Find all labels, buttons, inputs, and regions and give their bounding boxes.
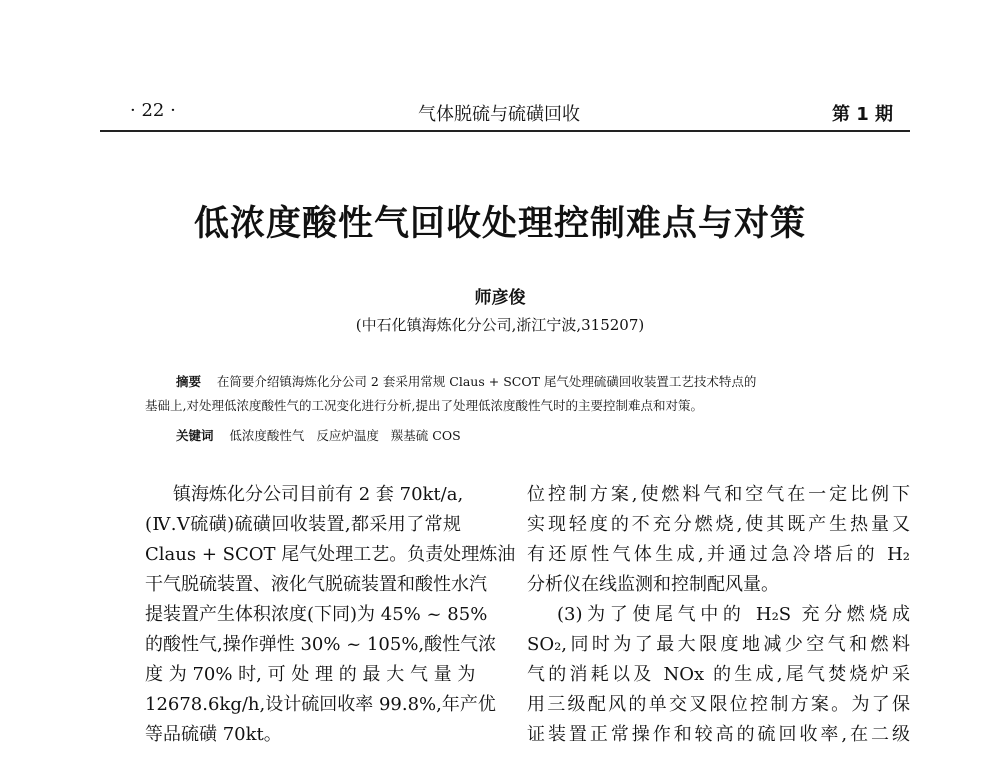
body-line: 气的消耗以及 NOx 的生成,尾气焚烧炉采 (527, 664, 910, 685)
body-line: 12678.6kg/h,设计硫回收率 99.8%,年产优 (145, 694, 496, 715)
page-number: · 22 · (130, 100, 176, 121)
keyword: 羰基硫 COS (390, 428, 461, 443)
body-line: 的酸性气,操作弹性 30% ~ 105%,酸性气浓 (145, 634, 497, 655)
body-line: 度 为 70% 时, 可 处 理 的 最 大 气 量 为 (145, 664, 476, 685)
keywords-label: 关键词 (176, 428, 214, 443)
body-line: 等品硫磺 70kt。 (145, 724, 282, 745)
affiliation: (中石化镇海炼化分公司,浙江宁波,315207) (355, 316, 645, 334)
body-line: 位控制方案,使燃料气和空气在一定比例下 (527, 484, 910, 505)
paper-title: 低浓度酸性气回收处理控制难点与对策 (193, 204, 806, 244)
header-rule (100, 130, 910, 132)
body-line: 分析仪在线监测和控制配风量。 (527, 574, 779, 595)
abstract-line-2: 基础上,对处理低浓度酸性气的工况变化进行分析,提出了处理低浓度酸性气时的主要控制难点和对策。 (145, 398, 703, 413)
body-line: 用三级配风的单交叉限位控制方案。为了保 (527, 694, 910, 715)
keyword: 反应炉温度 (316, 428, 379, 443)
body-line: (Ⅳ.Ⅴ硫磺)硫磺回收装置,都采用了常规 (145, 514, 461, 535)
abstract-text: 在简要介绍镇海炼化分公司 2 套采用常规 Claus + SCOT 尾气处理硫磺回收装置工艺技术特点的 (216, 374, 757, 389)
body-line: 提装置产生体积浓度(下同)为 45% ~ 85% (145, 604, 488, 625)
keyword: 低浓度酸性气 (229, 428, 305, 443)
author: 师彦俊 (474, 288, 526, 308)
body-line: 实现轻度的不充分燃烧,使其既产生热量又 (527, 514, 910, 535)
body-line: SO₂,同时为了最大限度地减少空气和燃料 (527, 634, 910, 655)
body-line: 镇海炼化分公司目前有 2 套 70kt/a, (173, 484, 464, 505)
keywords (176, 426, 461, 444)
body-line: 干气脱硫装置、液化气脱硫装置和酸性水汽 (145, 574, 487, 595)
issue-number: 第 1 期 (832, 104, 894, 125)
body-line: 有还原性气体生成,并通过急冷塔后的 H₂ (527, 544, 910, 565)
abstract-line-1 (176, 372, 756, 390)
abstract-label: 摘要 (176, 374, 202, 389)
body-line: Claus + SCOT 尾气处理工艺。负责处理炼油 (145, 544, 516, 565)
journal-name: 气体脱硫与硫磺回收 (418, 104, 580, 125)
body-line: 证装置正常操作和较高的硫回收率,在二级 (527, 724, 910, 745)
body-line: (3)为了使尾气中的 H₂S 充分燃烧成 (557, 604, 910, 625)
